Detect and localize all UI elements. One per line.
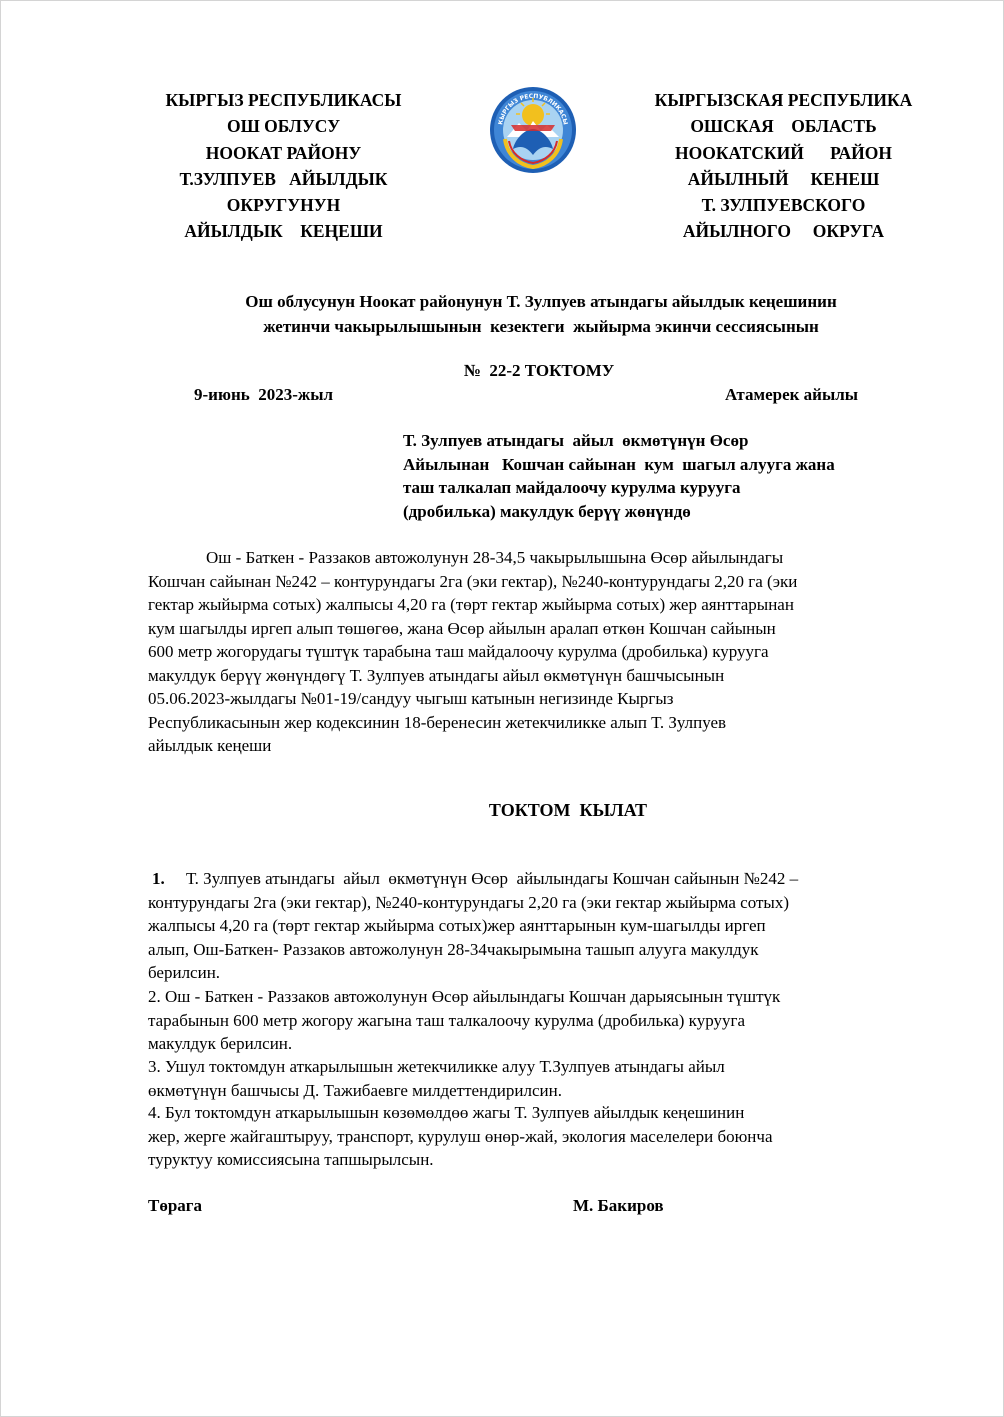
item-1: [148, 867, 930, 985]
resolve-heading: ТОКТОМ КЫЛАТ: [488, 800, 648, 820]
intro-line: 05.06.2023-жылдагы №01-19/сандуу чыгыш катынын негизинде Кыргыз: [148, 689, 674, 708]
item-1-line: контурундагы 2га (эки гектар), №240-контурундагы 2,20 га (эки гектар жыйырма сотых): [148, 892, 790, 912]
svg-text:КЫРГЫЗ РЕСПУБЛИКАСЫ: КЫРГЫЗ РЕСПУБЛИКАСЫ: [497, 92, 569, 126]
session-line: Ош облусунун Ноокат районунун Т. Зулпуев атындагы айылдык кеңешинин: [245, 292, 837, 311]
item-3-line: өкмөтүнүн башчысы Д. Тажибаевге милдеттендирилсин.: [148, 1080, 562, 1100]
intro-line: 600 метр жогорудагы түштүк тарабына таш майдалоочу курулма (дробилька) курууга: [148, 642, 769, 661]
header-right-line: НООКАТСКИЙ РАЙОН: [674, 142, 893, 163]
intro-line: Кошчан сайынан №242 – контурундагы 2га (эки гектар), №240-контурундагы 2,20 га (эки: [148, 571, 798, 591]
header-left-line: Т.ЗУЛПУЕВ АЙЫЛДЫК: [179, 168, 388, 189]
intro-paragraph: [148, 546, 930, 758]
signatory-title: Төрага: [148, 1196, 203, 1215]
header-left-line: КЫРГЫЗ РЕСПУБЛИКАСЫ: [165, 90, 402, 110]
item-1-line: берилсин.: [148, 963, 221, 982]
item-1-line: алып, Ош-Баткен- Раззаков автожолунун 28-34чакырымына ташып алууга макулдук: [148, 939, 759, 959]
header-right-line: КЫРГЫЗСКАЯ РЕСПУБЛИКА: [654, 90, 913, 110]
intro-line: айылдык кеңеши: [148, 736, 272, 755]
session-line: жетинчи чакырылышынын кезектеги жыйырма экинчи сессиясынын: [263, 317, 819, 336]
header-right-line: ОШСКАЯ ОБЛАСТЬ: [690, 116, 877, 137]
item-3: [148, 1055, 930, 1102]
item-2-line: 2. Ош - Баткен - Раззаков автожолунун Өсөр айылындагы Кошчан дарыясынын түштүк: [148, 987, 781, 1006]
item-4: [148, 1101, 930, 1172]
resolution-place: Атамерек айылы: [725, 385, 859, 404]
subject-line: (дробилька) макулдук берүү жөнүндө: [403, 501, 691, 521]
intro-line: Республикасынын жер кодексинин 18-беренесин жетекчиликке алып Т. Зулпуев: [148, 712, 727, 732]
header-left-kyrgyz: [131, 87, 436, 245]
item-1-first-line: [148, 867, 930, 891]
item-1-line: жалпысы 4,20 га (төрт гектар жыйырма сотых)жер аянттарынын кум-шагылды иргеп: [148, 916, 766, 935]
header-left-line: НООКАТ РАЙОНУ: [205, 142, 362, 163]
intro-line: гектар жыйырма сотых) жалпысы 4,20 га (төрт гектар жыйырма сотых) жер аянттарынан: [148, 595, 794, 614]
signatory-name: М. Бакиров: [573, 1196, 664, 1215]
item-1-number: 1.: [152, 869, 165, 888]
item-4-line: туруктуу комиссиясына тапшырылсын.: [148, 1150, 434, 1169]
header-right-line: АЙЫЛНОГО ОКРУГА: [682, 221, 885, 242]
intro-line: макулдук берүү жөнүндөгү Т. Зулпуев атындагы айыл өкмөтүнүн башчысынын: [148, 665, 725, 685]
header-left-line: ОКРУГУНУН: [226, 195, 341, 216]
session-title: [121, 289, 961, 339]
subject-line: Айылынан Кошчан сайынан кум шагыл алууга жана: [403, 454, 835, 474]
item-3-line: 3. Ушул токтомдун аткарылышын жетекчиликке алуу Т.Зулпуев атындагы айыл: [148, 1057, 725, 1076]
item-4-line: 4. Бул токтомдун аткарылышын көзөмөлдөө жагы Т. Зулпуев айылдык кеңешинин: [148, 1103, 745, 1122]
subject-line: таш талкалап майдалоочу курулма курууга: [403, 478, 741, 497]
item-1-line: Т. Зулпуев атындагы айыл өкмөтүнүн Өсөр айылындагы Кошчан сайынын №242 –: [186, 869, 799, 888]
item-2-line: макулдук берилсин.: [148, 1034, 293, 1053]
intro-line: Ош - Баткен - Раззаков автожолунун 28-34,5 чакырылышына Өсөр айылындагы: [206, 548, 784, 567]
header-right-line: АЙЫЛНЫЙ КЕНЕШ: [687, 168, 880, 189]
item-4-line: жер, жерге жайгаштыруу, транспорт, курулуш өнөр-жай, экология маселелери боюнча: [148, 1126, 773, 1146]
header-left-line: ОШ ОБЛУСУ: [226, 116, 341, 137]
resolution-subject: [403, 429, 943, 523]
item-2-line: тарабынын 600 метр жогору жагына таш талкалоочу курулма (дробилька) курууга: [148, 1010, 745, 1030]
header-right-russian: [621, 87, 946, 245]
item-2: [148, 985, 930, 1056]
subject-line: Т. Зулпуев атындагы айыл өкмөтүнүн Өсөр: [403, 431, 749, 450]
header-left-line: АЙЫЛДЫК КЕҢЕШИ: [184, 221, 383, 242]
resolution-number: № 22-2 ТОКТОМУ: [463, 361, 615, 380]
state-emblem-icon: [485, 85, 581, 175]
header-right-line: Т. ЗУЛПУЕВСКОГО: [701, 195, 866, 216]
intro-line: кум шагылды иргеп алып төшөгөө, жана Өсөр айылын аралап өткөн Кошчан сайынын: [148, 618, 776, 638]
resolution-date: 9-июнь 2023-жыл: [194, 385, 334, 404]
